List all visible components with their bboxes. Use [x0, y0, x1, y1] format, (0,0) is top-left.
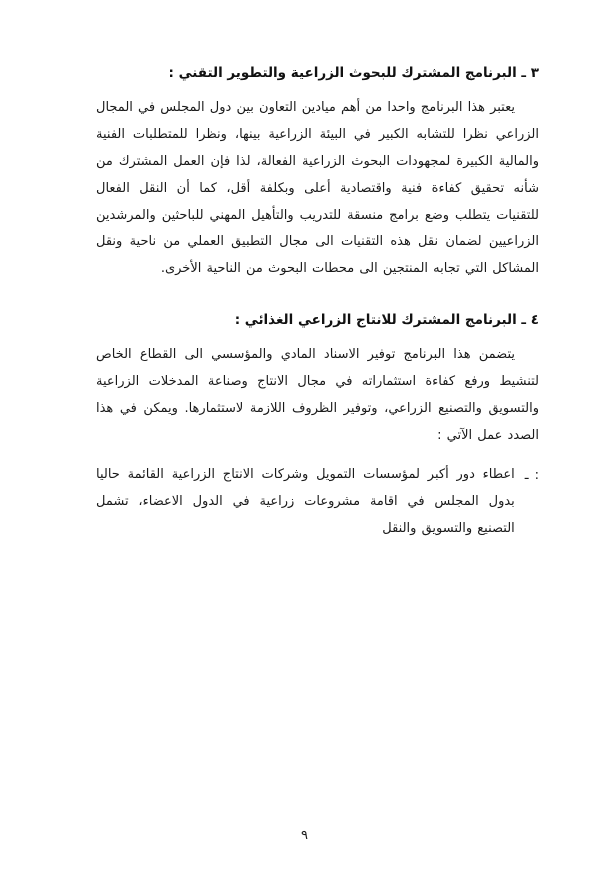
section-3	[96, 62, 539, 283]
section-4-heading: ٤ ـ البرنامج المشترك للانتاج الزراعي الغذائي :	[234, 312, 539, 329]
section-4-paragraph-1: يتضمن هذا البرنامج توفير الاسناد المادي والمؤسسي الى القطاع الخاص لتنشيط ورفع كفاءة استثماراته في مجال الانتاج وصناعة المدخلات الزراعية والتسويق والتصنيع الزراعي، وتوفير الظروف اللازمة لاستثمارها. ويمكن في هذا الصدد عمل الآتي :	[96, 347, 539, 443]
bullet-dash: ـ	[524, 467, 529, 483]
page-number: ٩	[301, 828, 308, 843]
list-item	[96, 462, 539, 543]
bullet-marker: :	[534, 467, 539, 483]
section-3-paragraph-1: يعتبر هذا البرنامج واحدا من أهم ميادين التعاون بين دول المجلس في المجال الزراعي نظرا للتشابه الكبير في البيئة الزراعية بينها، ونظرا للمتطلبات الفنية والمالية الكبيرة لمجهودات البحوث الزراعية الفعالة، لذا فإن العمل المشترك من شأنه تحقيق كفاءة فنية واقتصادية أعلى وبكلفة أقل، كما أن النقل الفعال للتقنيات يتطلب وضع برامج منسقة للتدريب والتأهيل المهني للباحثين والمرشدين الزراعيين لضمان نقل هذه التقنيات الى مجال التطبيق العملي من ناحية ونقل المشاكل التي تجابه المنتجين الى محطات البحوث من الناحية الأخرى.	[96, 99, 539, 277]
list-item-text: اعطاء دور أكبر لمؤسسات التمويل وشركات الانتاج الزراعية القائمة حاليا بدول المجلس في اقامة مشروعات زراعية في الدول الاعضاء، تشمل التصنيع والتسويق والنقل	[96, 466, 515, 536]
section-4	[96, 309, 539, 542]
section-3-heading: ٣ ـ البرنامج المشترك للبحوث الزراعية والتطوير التقني :	[168, 65, 539, 81]
